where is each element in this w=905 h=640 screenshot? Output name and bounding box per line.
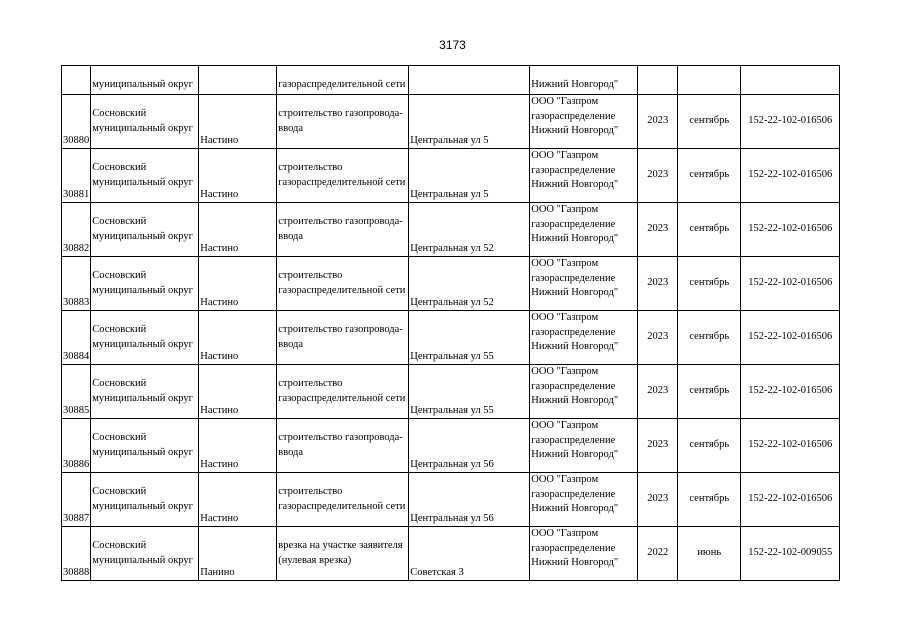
cell-year xyxy=(638,311,678,365)
org-line-2: газораспределение xyxy=(531,542,616,554)
cell-code xyxy=(741,419,840,473)
cell-organization xyxy=(530,257,638,311)
org-line-2: газораспределение xyxy=(531,488,616,500)
work-line-1: строительство xyxy=(278,486,343,497)
org-line-3: Нижний Новгород" xyxy=(531,287,619,298)
cell-organization xyxy=(530,311,638,365)
work-line-1: строительство xyxy=(278,270,343,281)
cell-district xyxy=(91,95,199,149)
district-line-2: муниципальный округ xyxy=(92,338,193,350)
district-line-2: муниципальный округ xyxy=(92,554,193,566)
district-line-2: муниципальный округ xyxy=(92,446,193,458)
row-number: 30884 xyxy=(63,350,90,362)
address-text: Центральная ул 55 xyxy=(410,404,494,416)
year-text: 2023 xyxy=(647,277,669,289)
cell-number xyxy=(62,473,91,527)
year-text: 2022 xyxy=(647,547,669,559)
org-line-1: ООО "Газпром xyxy=(531,474,599,485)
address-text: Центральная ул 5 xyxy=(410,188,489,200)
work-line-1: строительство xyxy=(278,378,343,389)
row-number: 30880 xyxy=(63,134,90,146)
district-line-1: Сосновский xyxy=(92,324,147,335)
cell-work xyxy=(277,419,409,473)
table-row xyxy=(62,419,840,473)
work-line-1: врезка на участке заявителя xyxy=(278,540,403,551)
work-line-2: газораспределительной сети xyxy=(278,392,406,404)
district-line-2: муниципальный округ xyxy=(92,500,193,512)
cell-organization xyxy=(530,365,638,419)
cell-code xyxy=(741,203,840,257)
year-text: 2023 xyxy=(647,439,669,451)
cell-code xyxy=(741,473,840,527)
cell-work xyxy=(277,311,409,365)
table-row-partial xyxy=(62,66,840,95)
address-text: Центральная ул 55 xyxy=(410,350,494,362)
cell-village xyxy=(199,473,277,527)
cell-work xyxy=(277,257,409,311)
table-row xyxy=(62,203,840,257)
code-text: 152-22-102-016506 xyxy=(748,493,833,505)
org-line-2: газораспределение xyxy=(531,110,616,122)
cell-village xyxy=(199,203,277,257)
cell-number xyxy=(62,203,91,257)
org-line-3: Нижний Новгород" xyxy=(531,503,619,514)
org-line-1: ООО "Газпром xyxy=(531,258,599,269)
cell-code xyxy=(741,149,840,203)
cell-year xyxy=(638,473,678,527)
cell-village xyxy=(199,527,277,581)
cell-district xyxy=(91,473,199,527)
month-text: сентябрь xyxy=(689,385,730,397)
org-line-3: Нижний Новгород" xyxy=(531,179,619,190)
village-name: Настино xyxy=(200,242,239,254)
work-line-1: строительство газопровода- xyxy=(278,216,403,227)
cell-district xyxy=(91,203,199,257)
village-name: Настино xyxy=(200,134,239,146)
address-text: Советская 3 xyxy=(410,566,464,578)
row-number: 30886 xyxy=(63,458,90,470)
cell-address xyxy=(409,66,530,95)
work-line-2: газораспределительной сети xyxy=(278,176,406,188)
cell-address xyxy=(409,311,530,365)
cell-address xyxy=(409,473,530,527)
year-text: 2023 xyxy=(647,385,669,397)
org-line-3: Нижний Новгород" xyxy=(531,449,619,460)
cell-work xyxy=(277,473,409,527)
cell-village xyxy=(199,419,277,473)
cell-year xyxy=(638,95,678,149)
year-text: 2023 xyxy=(647,223,669,235)
cell-month xyxy=(678,365,741,419)
org-line-3: Нижний Новгород" xyxy=(531,341,619,352)
code-text: 152-22-102-016506 xyxy=(748,385,833,397)
code-text: 152-22-102-016506 xyxy=(748,223,833,235)
table-row xyxy=(62,365,840,419)
address-text: Центральная ул 5 xyxy=(410,134,489,146)
month-text: сентябрь xyxy=(689,169,730,181)
table-row xyxy=(62,149,840,203)
village-name: Панино xyxy=(200,566,235,578)
code-text: 152-22-102-016506 xyxy=(748,331,833,343)
cell-month xyxy=(678,473,741,527)
org-line-2: газораспределение xyxy=(531,164,616,176)
org-line-2: газораспределение xyxy=(531,326,616,338)
cell-number xyxy=(62,527,91,581)
cell-organization xyxy=(530,473,638,527)
district-line-1: Сосновский xyxy=(92,486,147,497)
row-number: 30887 xyxy=(63,512,90,524)
cell-district xyxy=(91,257,199,311)
district-line-1: Сосновский xyxy=(92,432,147,443)
table-row xyxy=(62,527,840,581)
table-body xyxy=(62,66,840,581)
address-text: Центральная ул 52 xyxy=(410,296,494,308)
work-line-2: газораспределительной сети xyxy=(278,284,406,296)
cell-address xyxy=(409,149,530,203)
cell-year xyxy=(638,66,678,95)
cell-month xyxy=(678,419,741,473)
org-line-3: Нижний Новгород" xyxy=(531,125,619,136)
cell-work xyxy=(277,203,409,257)
row-number: 30883 xyxy=(63,296,90,308)
district-line-1: Сосновский xyxy=(92,162,147,173)
month-text: сентябрь xyxy=(689,223,730,235)
month-text: сентябрь xyxy=(689,115,730,127)
org-line-3: Нижний Новгород" xyxy=(531,557,619,568)
org-line-2: газораспределение xyxy=(531,218,616,230)
district-line-1: Сосновский xyxy=(92,216,147,227)
cell-organization xyxy=(530,203,638,257)
month-text: июнь xyxy=(697,547,722,559)
district-line-2: муниципальный округ xyxy=(92,284,193,296)
village-name: Настино xyxy=(200,188,239,200)
district-line-2: муниципальный округ xyxy=(92,176,193,188)
org-line-2: газораспределение xyxy=(531,272,616,284)
village-name: Настино xyxy=(200,404,239,416)
org-line-1: ООО "Газпром xyxy=(531,150,599,161)
work-line-2: (нулевая врезка) xyxy=(278,554,352,566)
cell-year xyxy=(638,257,678,311)
code-text: 152-22-102-016506 xyxy=(748,439,833,451)
work-line-2: ввода xyxy=(278,230,304,242)
cell-district xyxy=(91,365,199,419)
code-text: 152-22-102-016506 xyxy=(748,277,833,289)
org-line-1: ООО "Газпром xyxy=(531,312,599,323)
cell-address xyxy=(409,203,530,257)
row-number: 30885 xyxy=(63,404,90,416)
cell-year xyxy=(638,149,678,203)
village-name: Настино xyxy=(200,458,239,470)
org-line-1: ООО "Газпром xyxy=(531,366,599,377)
village-name: Настино xyxy=(200,296,239,308)
org-line-1: ООО "Газпром xyxy=(531,528,599,539)
work-line-1: строительство газопровода- xyxy=(278,432,403,443)
cell-month xyxy=(678,527,741,581)
cell-number xyxy=(62,365,91,419)
row-number: 30888 xyxy=(63,566,90,578)
cell-work xyxy=(277,527,409,581)
gasification-table xyxy=(61,65,840,581)
cell-code xyxy=(741,257,840,311)
cell-month xyxy=(678,311,741,365)
work-line-2: газораспределительной сети xyxy=(278,500,406,512)
cell-village xyxy=(199,311,277,365)
cell-code xyxy=(741,365,840,419)
cell-work xyxy=(277,365,409,419)
work-line-1: строительство газопровода- xyxy=(278,324,403,335)
cell-organization xyxy=(530,527,638,581)
cell-year xyxy=(638,527,678,581)
cell-address xyxy=(409,95,530,149)
year-text: 2023 xyxy=(647,331,669,343)
cell-code xyxy=(741,95,840,149)
org-line-1: ООО "Газпром xyxy=(531,96,599,107)
code-text: 152-22-102-009055 xyxy=(748,547,833,559)
table-row xyxy=(62,257,840,311)
cell-number xyxy=(62,257,91,311)
cell-code xyxy=(741,527,840,581)
cell-village xyxy=(199,66,277,95)
cell-year xyxy=(638,365,678,419)
district-line-1: Сосновский xyxy=(92,108,147,119)
org-line-3: Нижний Новгород" xyxy=(531,395,619,406)
row-number: 30881 xyxy=(63,188,90,200)
table-row xyxy=(62,311,840,365)
cell-district xyxy=(91,311,199,365)
work-line-1: строительство xyxy=(278,162,343,173)
month-text: сентябрь xyxy=(689,331,730,343)
org-line-2: газораспределение xyxy=(531,380,616,392)
cell-address xyxy=(409,419,530,473)
year-text: 2023 xyxy=(647,493,669,505)
cell-village xyxy=(199,365,277,419)
cell-district xyxy=(91,527,199,581)
cell-village xyxy=(199,149,277,203)
cell-month xyxy=(678,95,741,149)
cell-number xyxy=(62,419,91,473)
cell-month xyxy=(678,66,741,95)
district-line-1: Сосновский xyxy=(92,270,147,281)
page-number: 3173 xyxy=(439,38,466,52)
address-text: Центральная ул 52 xyxy=(410,242,494,254)
cell-organization xyxy=(530,149,638,203)
org-line-2: газораспределение xyxy=(531,434,616,446)
village-name: Настино xyxy=(200,350,239,362)
org-line-1: ООО "Газпром xyxy=(531,204,599,215)
cell-number xyxy=(62,311,91,365)
year-text: 2023 xyxy=(647,169,669,181)
cell-district: муниципальный округ xyxy=(91,66,199,95)
cell-number xyxy=(62,66,91,95)
work-line-2: ввода xyxy=(278,338,304,350)
cell-year xyxy=(638,419,678,473)
cell-work xyxy=(277,95,409,149)
cell-number xyxy=(62,149,91,203)
code-text: 152-22-102-016506 xyxy=(748,169,833,181)
cell-district xyxy=(91,149,199,203)
district-line-1: Сосновский xyxy=(92,378,147,389)
table-row xyxy=(62,473,840,527)
cell-organization: Нижний Новгород" xyxy=(530,66,638,95)
cell-work: газораспределительной сети xyxy=(277,66,409,95)
cell-organization xyxy=(530,95,638,149)
cell-address xyxy=(409,527,530,581)
cell-organization xyxy=(530,419,638,473)
address-text: Центральная ул 56 xyxy=(410,512,494,524)
org-line-3: Нижний Новгород" xyxy=(531,233,619,244)
district-line-2: муниципальный округ xyxy=(92,122,193,134)
cell-year xyxy=(638,203,678,257)
cell-address xyxy=(409,257,530,311)
cell-month xyxy=(678,149,741,203)
month-text: сентябрь xyxy=(689,493,730,505)
table-row xyxy=(62,95,840,149)
cell-work xyxy=(277,149,409,203)
month-text: сентябрь xyxy=(689,277,730,289)
cell-district xyxy=(91,419,199,473)
cell-village xyxy=(199,257,277,311)
cell-number xyxy=(62,95,91,149)
district-line-1: Сосновский xyxy=(92,540,147,551)
month-text: сентябрь xyxy=(689,439,730,451)
village-name: Настино xyxy=(200,512,239,524)
row-number: 30882 xyxy=(63,242,90,254)
work-line-2: ввода xyxy=(278,446,304,458)
code-text: 152-22-102-016506 xyxy=(748,115,833,127)
work-line-2: ввода xyxy=(278,122,304,134)
org-line-1: ООО "Газпром xyxy=(531,420,599,431)
cell-village xyxy=(199,95,277,149)
year-text: 2023 xyxy=(647,115,669,127)
address-text: Центральная ул 56 xyxy=(410,458,494,470)
cell-address xyxy=(409,365,530,419)
district-line-2: муниципальный округ xyxy=(92,392,193,404)
cell-code xyxy=(741,66,840,95)
work-line-1: строительство газопровода- xyxy=(278,108,403,119)
cell-month xyxy=(678,203,741,257)
district-line-2: муниципальный округ xyxy=(92,230,193,242)
cell-code xyxy=(741,311,840,365)
cell-month xyxy=(678,257,741,311)
